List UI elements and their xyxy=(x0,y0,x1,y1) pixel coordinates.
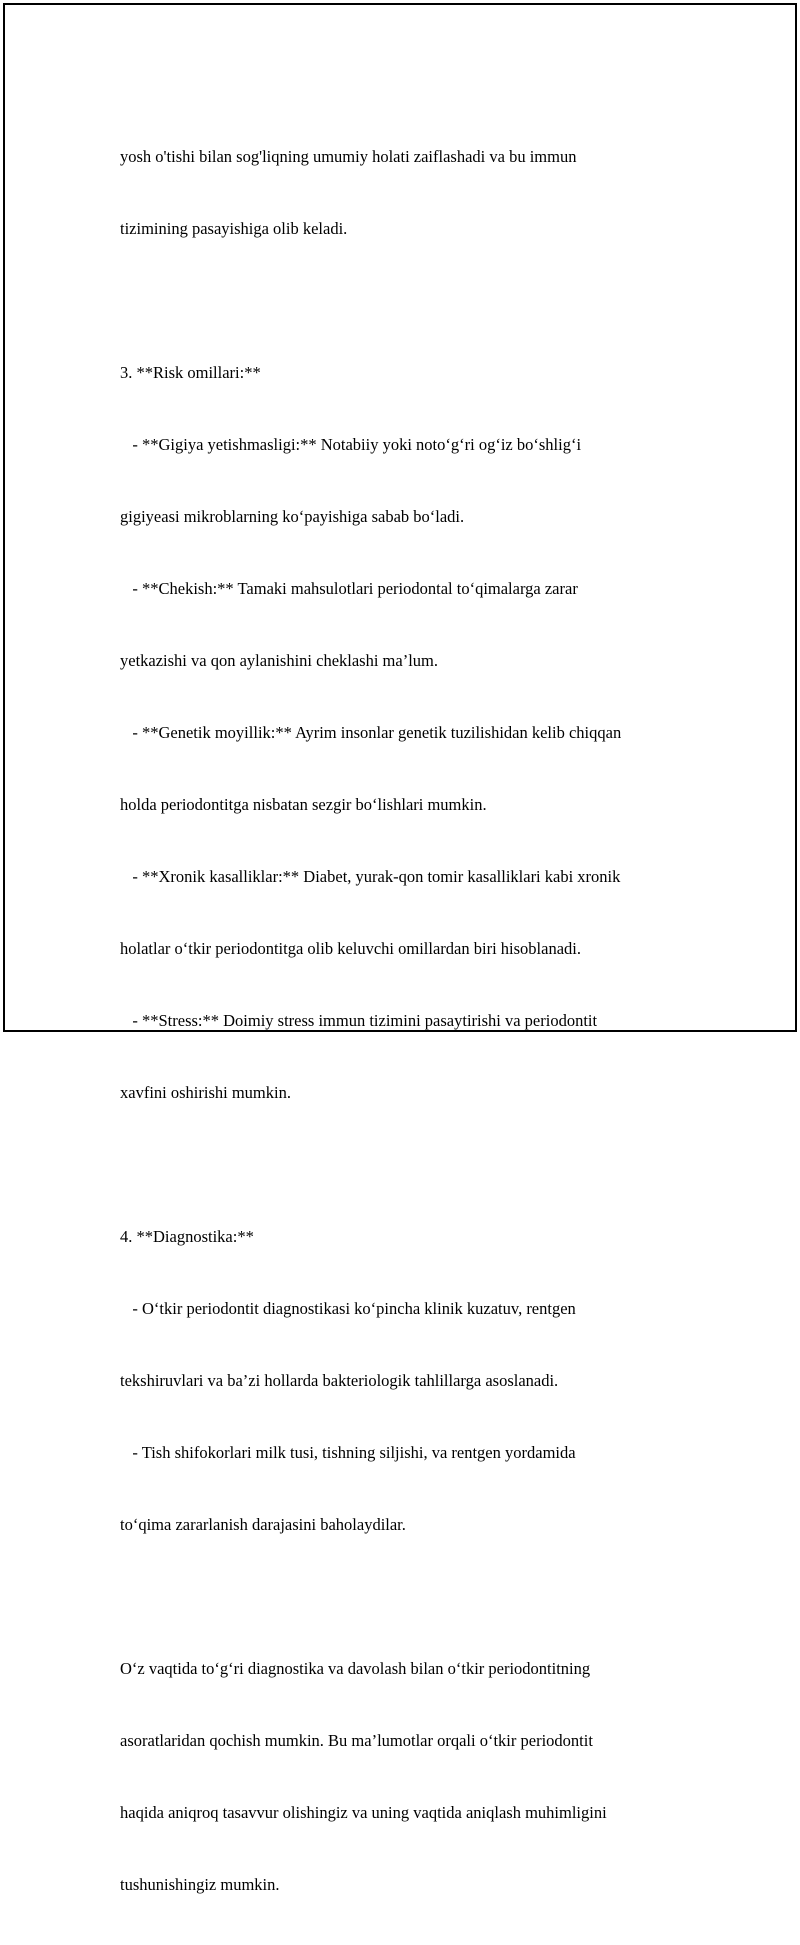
text-line: asoratlaridan qochish mumkin. Bu ma’lumotlar orqali o‘tkir periodontit xyxy=(120,1731,593,1750)
text-line: haqida aniqroq tasavvur olishingiz va uning vaqtida aniqlash muhimligini xyxy=(120,1803,607,1822)
text-line: O‘z vaqtida to‘g‘ri diagnostika va davolash bilan o‘tkir periodontitning xyxy=(120,1659,591,1678)
text-line: tekshiruvlari va ba’zi hollarda bakteriologik tahlillarga asoslanadi. xyxy=(120,1371,559,1390)
text-line: yetkazishi va qon aylanishini cheklashi ma’lum. xyxy=(120,651,439,670)
text-line: tushunishingiz mumkin. xyxy=(120,1875,280,1894)
text-line: tizimining pasayishiga olib keladi. xyxy=(120,219,348,238)
section-heading-diagnostics: 4. **Diagnostika:** xyxy=(120,1227,254,1246)
text-line: - **Genetik moyillik:** Ayrim insonlar genetik tuzilishidan kelib chiqqan xyxy=(120,723,622,742)
blank-line xyxy=(120,289,700,313)
text-line: holatlar o‘tkir periodontitga olib keluvchi omillardan biri hisoblanadi. xyxy=(120,939,581,958)
text-line: - **Gigiya yetishmasligi:** Notabiiy yoki noto‘g‘ri og‘iz bo‘shlig‘i xyxy=(120,435,582,454)
text-line: to‘qima zararlanish darajasini baholaydilar. xyxy=(120,1515,406,1534)
blank-line xyxy=(120,1585,700,1609)
text-line: - Tish shifokorlari milk tusi, tishning siljishi, va rentgen yordamida xyxy=(120,1443,576,1462)
text-line: xavfini oshirishi mumkin. xyxy=(120,1083,291,1102)
text-line: holda periodontitga nisbatan sezgir bo‘lishlari mumkin. xyxy=(120,795,487,814)
document-body xyxy=(120,97,700,1945)
text-line: - **Chekish:** Tamaki mahsulotlari periodontal to‘qimalarga zarar xyxy=(120,579,578,598)
text-line: gigiyeasi mikroblarning ko‘payishiga sabab bo‘ladi. xyxy=(120,507,465,526)
text-line: - **Xronik kasalliklar:** Diabet, yurak-qon tomir kasalliklari kabi xronik xyxy=(120,867,621,886)
text-line: - **Stress:** Doimiy stress immun tizimini pasaytirishi va periodontit xyxy=(120,1011,598,1030)
text-line: yosh o'tishi bilan sog'liqning umumiy holati zaiflashadi va bu immun xyxy=(120,147,577,166)
blank-line xyxy=(120,1153,700,1177)
document-page xyxy=(3,3,797,1894)
section-heading-risk-factors: 3. **Risk omillari:** xyxy=(120,363,261,382)
text-line: - O‘tkir periodontit diagnostikasi ko‘pincha klinik kuzatuv, rentgen xyxy=(120,1299,576,1318)
